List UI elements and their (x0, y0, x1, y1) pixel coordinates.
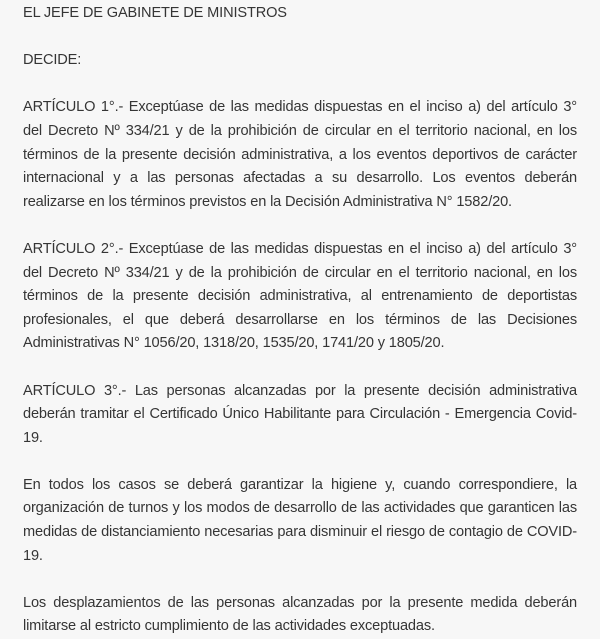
hygiene-paragraph: En todos los casos se deberá garantizar la higiene y, cuando correspondiere, la organización de turnos y los modos de desarrollo de las actividades que garanticen las medidas de distanciamiento necesarias para disminuir el riesgo de contagio de COVID-19. (23, 476, 577, 564)
travel-limits-paragraph: Los desplazamientos de las personas alcanzadas por la presente medida deberán limitarse al estricto cumplimiento de las actividades exceptuadas. (23, 594, 577, 635)
article-1-paragraph: ARTÍCULO 1°.- Exceptúase de las medidas dispuestas en el inciso a) del artículo 3° del Decreto Nº 334/21 y de la prohibición de circular en el territorio nacional, en los términos de la presente decisión administrativa, a los eventos deportivos de carácter internacional y a las personas afectadas a su desarrollo. Los eventos deberán realizarse en los términos previstos en la Decisión Administrativa N° 1582/20. (23, 99, 577, 210)
article-3-paragraph: ARTÍCULO 3°.- Las personas alcanzadas por la presente decisión administrativa deberán tramitar el Certificado Único Habilitante para Circulación - Emergencia Covid-19. (23, 382, 577, 446)
document-header: EL JEFE DE GABINETE DE MINISTROS (23, 5, 287, 21)
article-2-paragraph: ARTÍCULO 2°.- Exceptúase de las medidas dispuestas en el inciso a) del artículo 3° del Decreto Nº 334/21 y de la prohibición de circular en el territorio nacional, en los términos de la presente decisión administrativa, al entrenamiento de deportistas profesionales, el que deberá desarrollarse en los términos de las Decisiones Administrativas N° 1056/20, 1318/20, 1535/20, 1741/20 y 1805/20. (23, 240, 577, 352)
decide-label: DECIDE: (23, 52, 82, 69)
